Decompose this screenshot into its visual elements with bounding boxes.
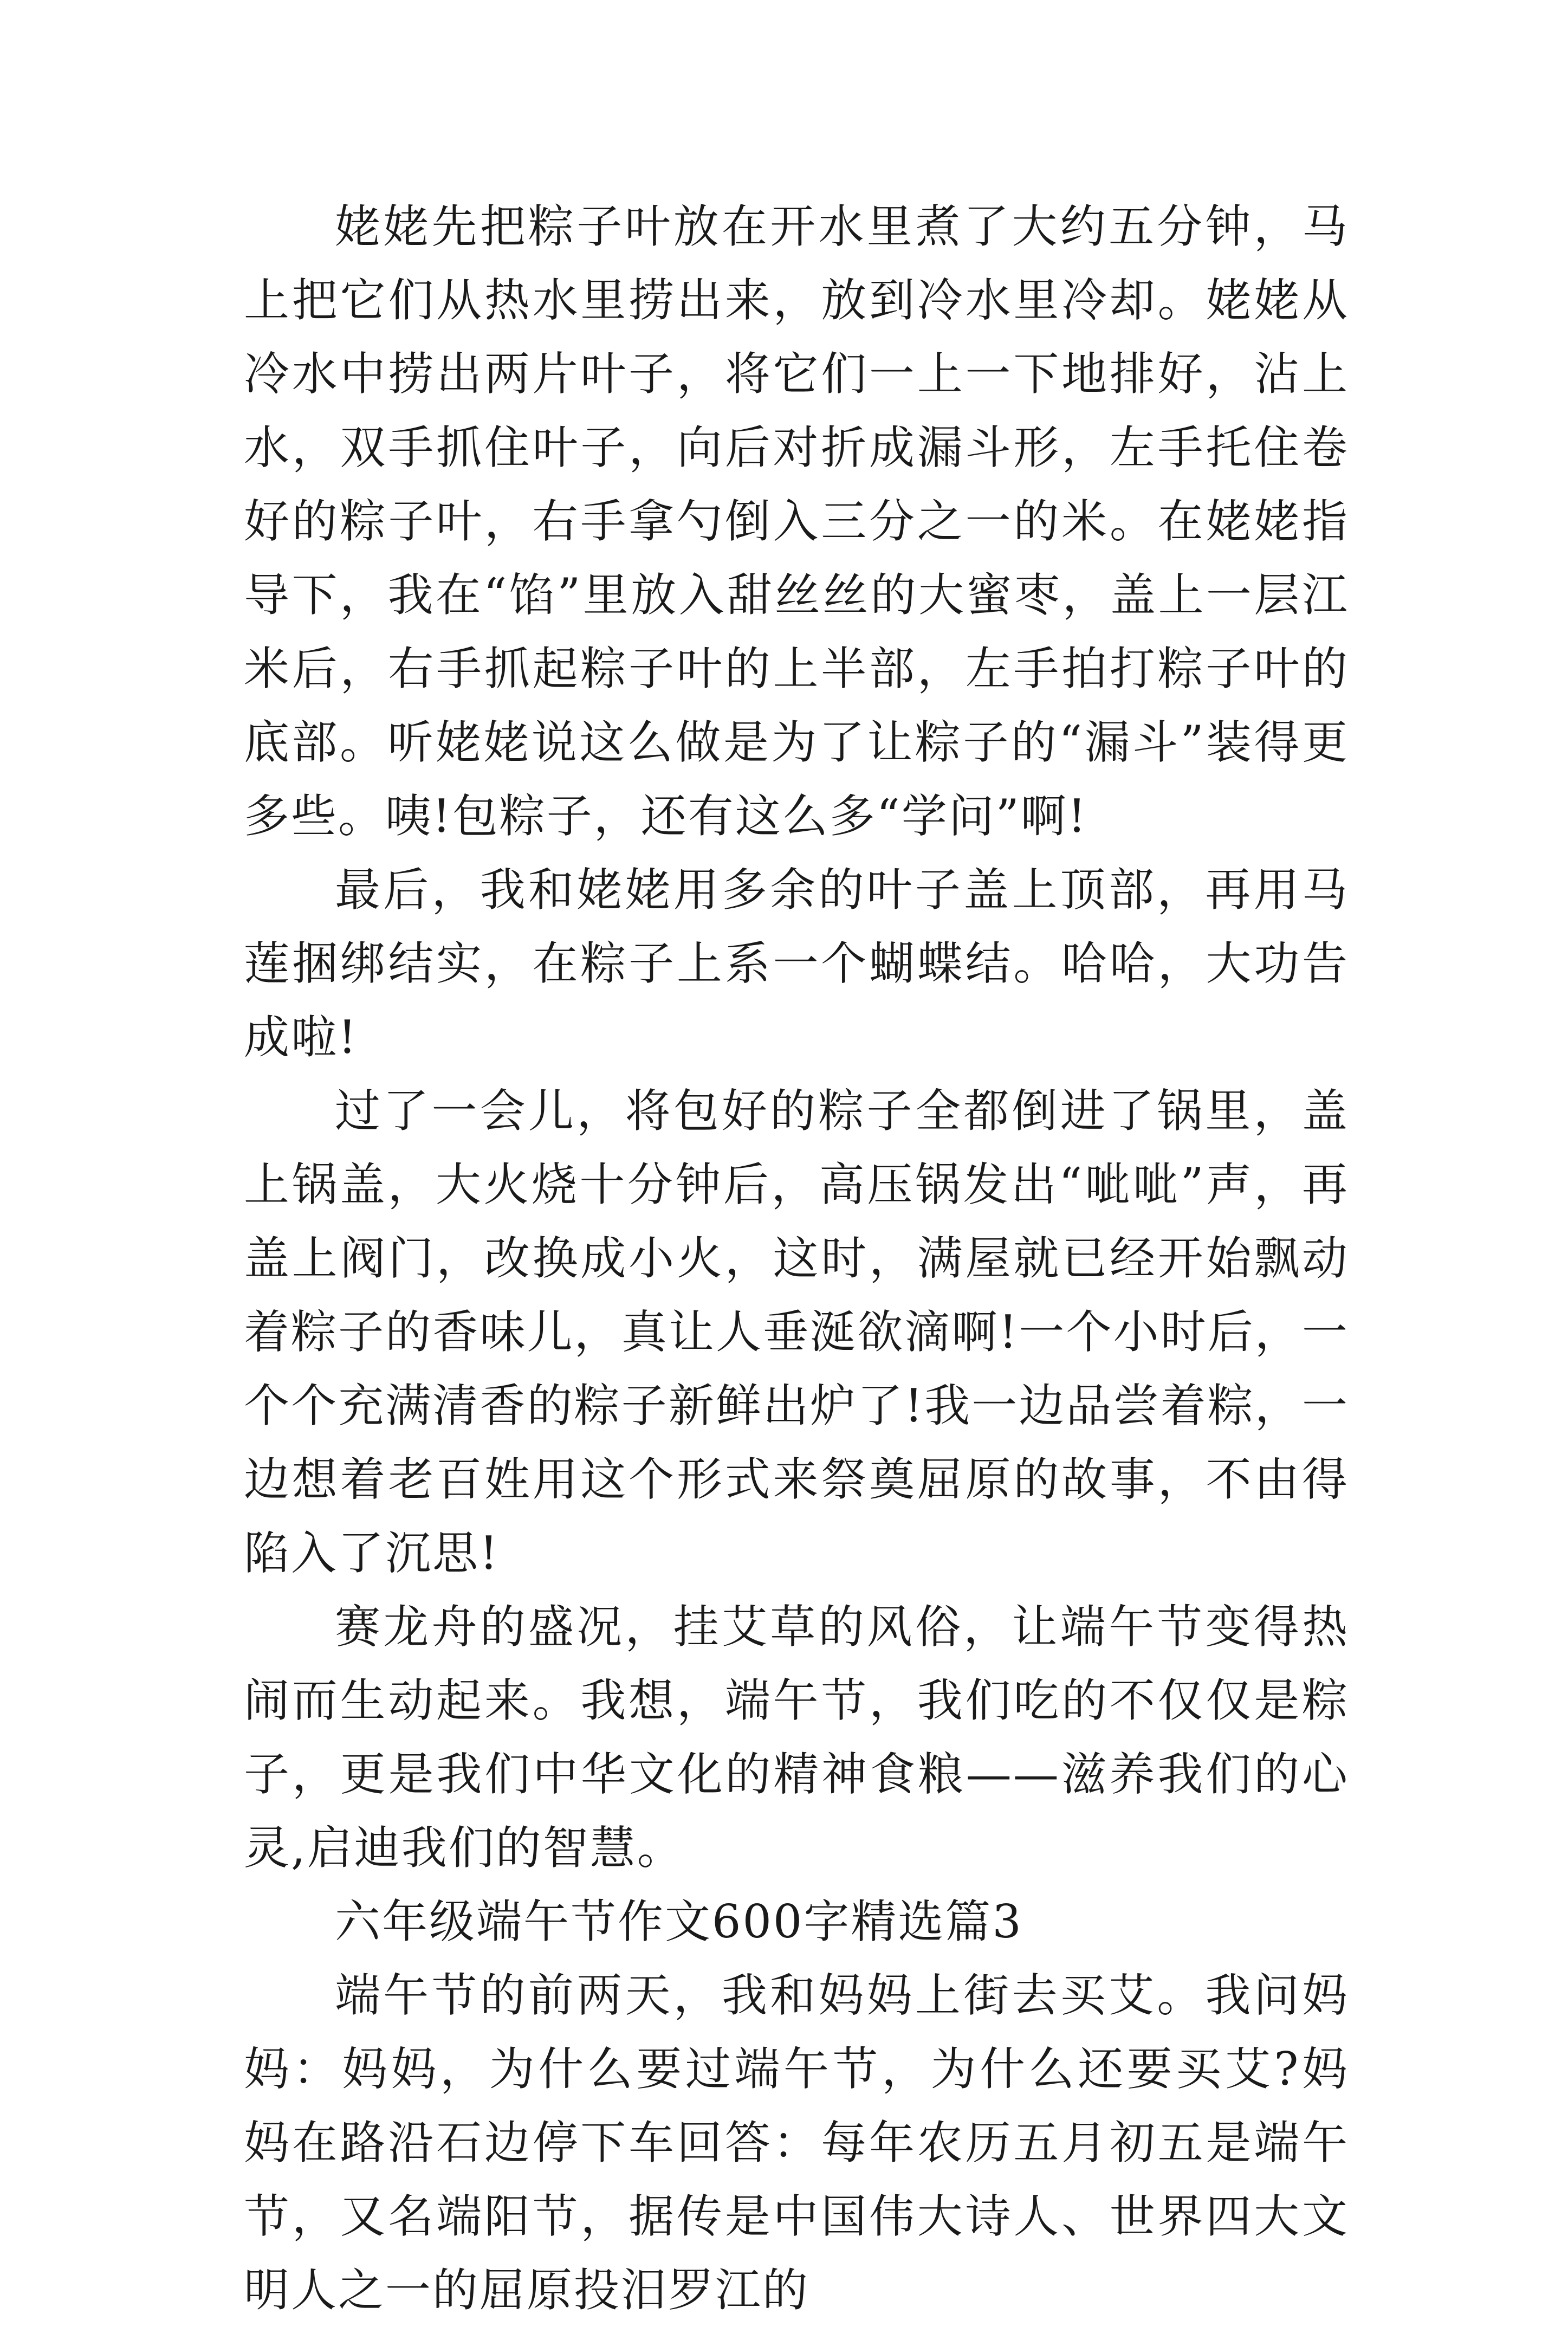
paragraph-5: 端午节的前两天，我和妈妈上街去买艾。我问妈妈：妈妈，为什么要过端午节，为什么还要买艾?妈妈在路沿石边停下车回答：每年农历五月初五是端午节，又名端阳节，据传是中国伟大诗人、世界四大文明人之一的屈原投汨罗江的 (244, 1969, 1349, 2317)
paragraph-2: 最后，我和姥姥用多余的叶子盖上顶部，再用马莲捆绑结实，在粽子上系一个蝴蝶结。哈哈，大功告成啦! (244, 863, 1349, 1064)
paragraph-1: 姥姥先把粽子叶放在开水里煮了大约五分钟，马上把它们从热水里捞出来，放到冷水里冷却。姥姥从冷水中捞出两片叶子，将它们一上一下地排好，沾上水，双手抓住叶子，向后对折成漏斗形，左手托住卷好的粽子叶，右手拿勺倒入三分之一的米。在姥姥指导下，我在“馅”里放入甜丝丝的大蜜枣，盖上一层江米后，右手抓起粽子叶的上半部，左手拍打粽子叶的底部。听姥姥说这么做是为了让粽子的“漏斗”装得更多些。咦!包粽子，还有这么多“学问”啊! (244, 200, 1349, 843)
paragraph-3: 过了一会儿，将包好的粽子全都倒进了锅里，盖上锅盖，大火烧十分钟后，高压锅发出“呲呲”声，再盖上阀门，改换成小火，这时，满屋就已经开始飘动着粽子的香味儿，真让人垂涎欲滴啊!一个小时后，一个个充满清香的粽子新鲜出炉了!我一边品尝着粽，一边想着老百姓用这个形式来祭奠屈原的故事，不由得陷入了沉思! (244, 1084, 1349, 1580)
paragraph-4: 赛龙舟的盛况，挂艾草的风俗，让端午节变得热闹而生动起来。我想，端午节，我们吃的不仅仅是粽子，更是我们中华文化的精神食粮——滋养我们的心灵,启迪我们的智慧。 (244, 1600, 1349, 1874)
document-body (244, 190, 1349, 2327)
section-title: 六年级端午节作文600字精选篇3 (335, 1895, 1023, 1948)
